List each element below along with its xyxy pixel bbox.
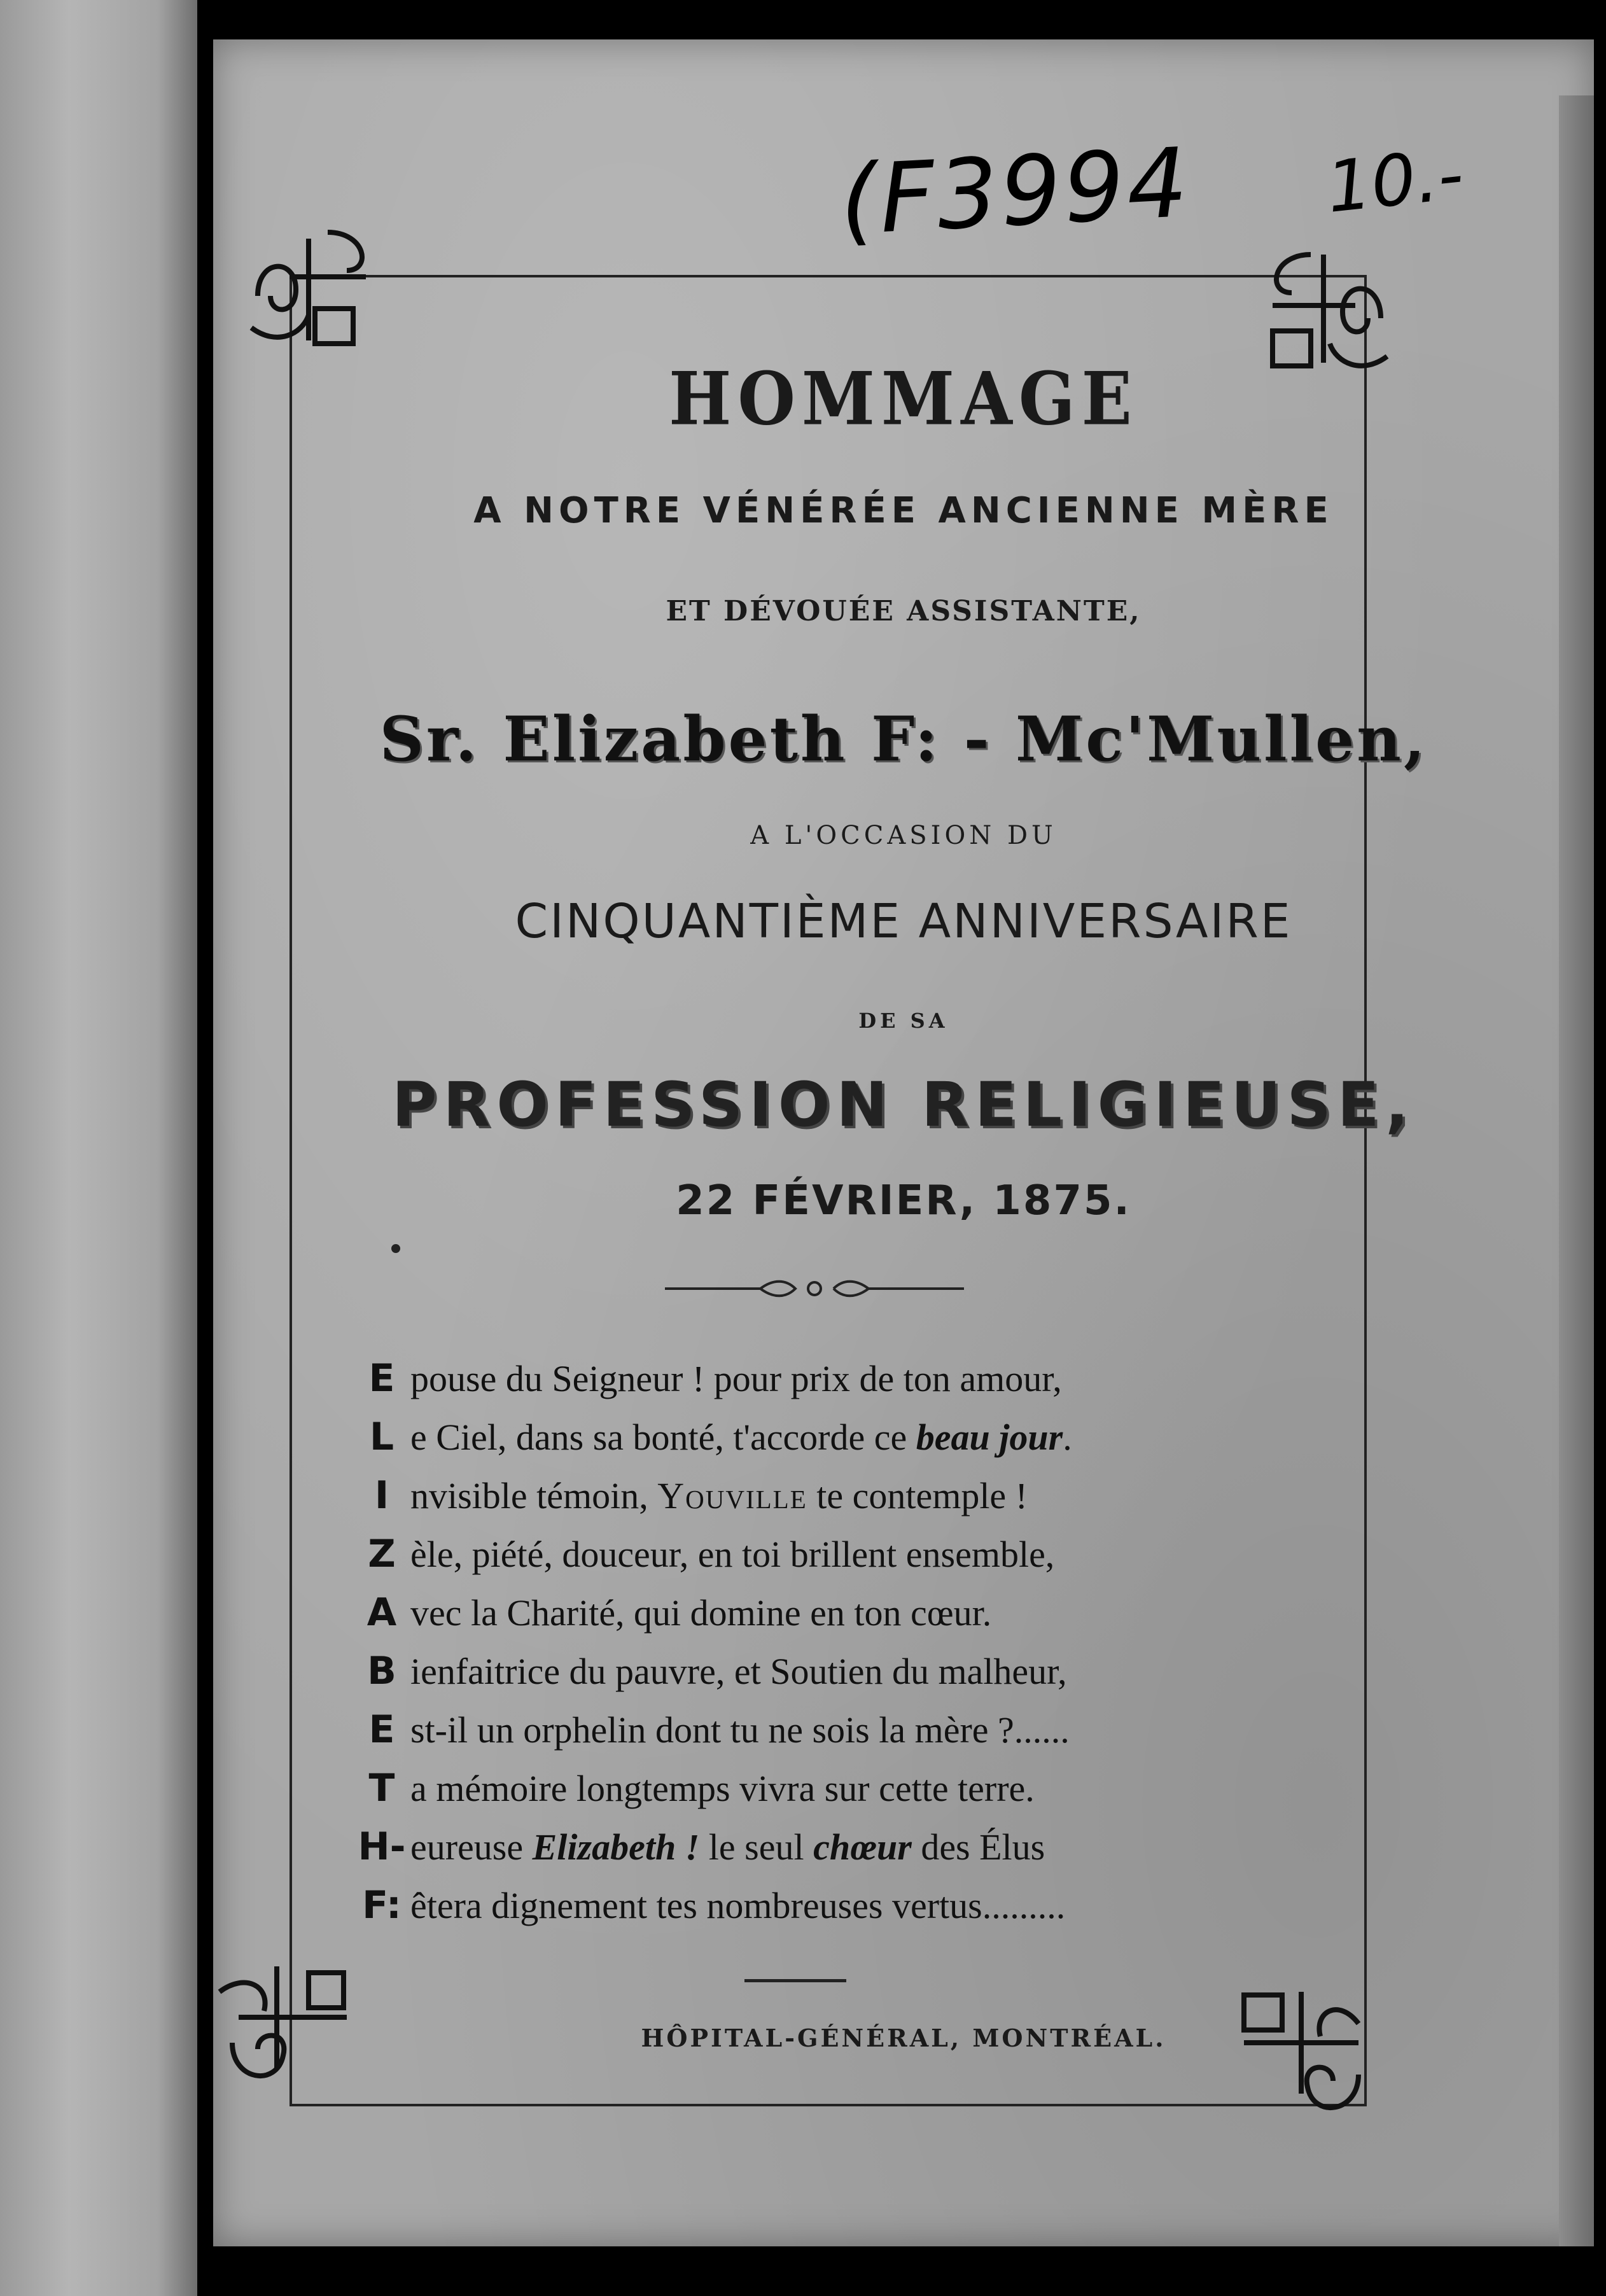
acrostic-poem xyxy=(353,1349,1339,1935)
verse-text: e Ciel, dans sa bonté, t'accorde ce beau jour. xyxy=(410,1416,1072,1458)
poem-line xyxy=(353,1642,1339,1700)
poem-line xyxy=(353,1408,1339,1466)
page-title: HOMMAGE xyxy=(669,355,1138,442)
handwritten-catalog-number: (F3994 xyxy=(837,127,1193,257)
handwritten-price: 10.- xyxy=(1322,133,1467,228)
occasion-line: A L'OCCASION DU xyxy=(750,821,1057,850)
acrostic-letter: F: xyxy=(362,1883,402,1928)
verse-text: pouse du Seigneur ! pour prix de ton amour, xyxy=(410,1357,1062,1399)
assistant-line: ET DÉVOUÉE ASSISTANTE, xyxy=(666,595,1142,627)
acrostic-letter: L xyxy=(369,1415,395,1459)
verse-text: st-il un orphelin dont tu ne sois la mère ?...... xyxy=(410,1709,1070,1751)
verse-text: eureuse Elizabeth ! le seul chœur des Élus xyxy=(410,1826,1045,1868)
verse-text: a mémoire longtemps vivra sur cette terre. xyxy=(410,1767,1035,1809)
poem-line xyxy=(353,1349,1339,1408)
poem-line xyxy=(353,1817,1339,1876)
footer-imprint: HÔPITAL-GÉNÉRAL, MONTRÉAL. xyxy=(641,2024,1166,2052)
acrostic-letter: H- xyxy=(358,1824,406,1869)
poem-line xyxy=(353,1876,1339,1935)
profession-heading: PROFESSION RELIGIEUSE, xyxy=(392,1069,1415,1140)
poem-line xyxy=(353,1583,1339,1642)
verse-text: êtera dignement tes nombreuses vertus......... xyxy=(410,1884,1066,1926)
de-sa-line: DE SA xyxy=(858,1009,949,1033)
honoree-name: Sr. Elizabeth F: - Mc'Mullen, xyxy=(379,703,1428,775)
corner-ornament-bottom-right xyxy=(1231,1985,1384,2125)
decorative-flourish xyxy=(665,1276,964,1301)
poem-line xyxy=(353,1525,1339,1583)
event-date: 22 FÉVRIER, 1875. xyxy=(676,1177,1131,1224)
verse-text: ienfaitrice du pauvre, et Soutien du malheur, xyxy=(410,1650,1067,1692)
poem-line xyxy=(353,1700,1339,1759)
acrostic-letter: I xyxy=(374,1473,389,1518)
acrostic-letter: A xyxy=(367,1590,397,1635)
verse-text: vec la Charité, qui domine en ton cœur. xyxy=(410,1592,992,1634)
poem-line xyxy=(353,1466,1339,1525)
corner-ornament-top-left xyxy=(239,220,391,360)
acrostic-letter: T xyxy=(368,1766,395,1810)
acrostic-letter: E xyxy=(368,1707,395,1752)
acrostic-letter: B xyxy=(367,1649,396,1693)
scan-left-margin xyxy=(0,0,197,2296)
dedication-line: A NOTRE VÉNÉRÉE ANCIENNE MÈRE xyxy=(473,490,1334,531)
acrostic-letter: Z xyxy=(368,1532,396,1576)
acrostic-letter: E xyxy=(368,1356,395,1401)
verse-text: nvisible témoin, Youville te contemple ! xyxy=(410,1474,1028,1516)
anniversary-line: CINQUANTIÈME ANNIVERSAIRE xyxy=(515,894,1292,949)
verse-text: èle, piété, douceur, en toi brillent ensemble, xyxy=(410,1533,1055,1575)
divider-rule xyxy=(744,1979,846,1982)
poem-line xyxy=(353,1759,1339,1817)
ink-dot xyxy=(391,1244,400,1253)
